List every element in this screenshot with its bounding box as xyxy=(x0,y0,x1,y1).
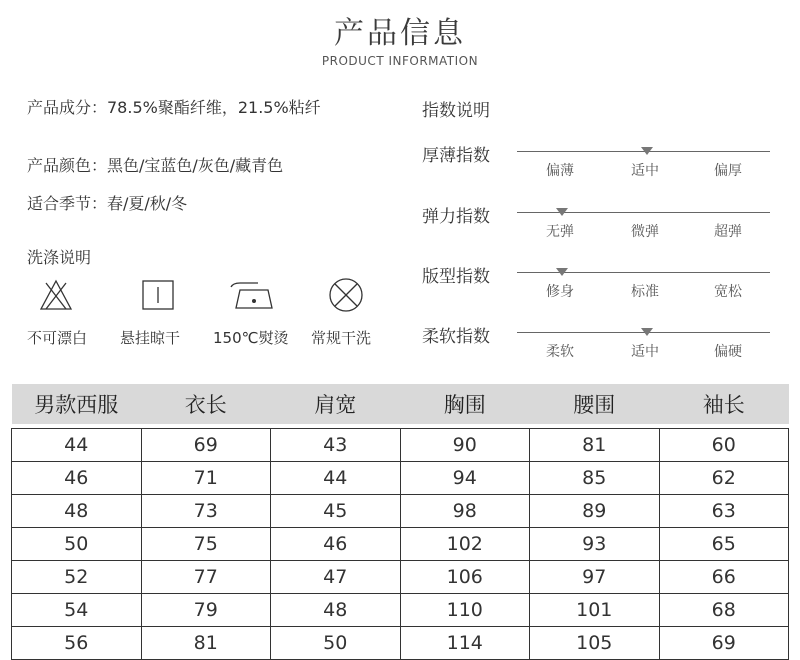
table-cell: 52 xyxy=(12,561,142,594)
index-tick-label: 适中 xyxy=(631,163,659,179)
index-label: 厚薄指数 xyxy=(422,146,490,166)
table-cell: 56 xyxy=(12,627,142,660)
table-cell: 43 xyxy=(271,429,401,462)
table-row xyxy=(12,594,789,627)
index-tick-label: 适中 xyxy=(631,344,659,360)
index-tick-label: 柔软 xyxy=(546,344,574,360)
table-header-cell: 腰围 xyxy=(530,384,660,424)
size-table xyxy=(11,384,789,660)
iron-icon xyxy=(228,278,278,312)
table-cell: 110 xyxy=(400,594,530,627)
table-cell: 79 xyxy=(141,594,271,627)
index-marker xyxy=(641,147,653,155)
table-cell: 50 xyxy=(271,627,401,660)
table-header-cell: 袖长 xyxy=(659,384,789,424)
index-label: 版型指数 xyxy=(422,267,490,287)
table-row xyxy=(12,495,789,528)
table-cell: 69 xyxy=(141,429,271,462)
index-tick-label: 修身 xyxy=(546,284,574,300)
table-cell: 48 xyxy=(271,594,401,627)
table-cell: 106 xyxy=(400,561,530,594)
index-marker xyxy=(556,208,568,216)
index-tick-label: 超弹 xyxy=(714,224,742,240)
table-cell: 93 xyxy=(530,528,660,561)
table-cell: 44 xyxy=(12,429,142,462)
index-tick-label: 偏厚 xyxy=(714,163,742,179)
table-cell: 50 xyxy=(12,528,142,561)
care-label-dry-clean: 常规干洗 xyxy=(311,329,372,347)
care-label-hang-dry: 悬挂晾干 xyxy=(120,329,181,347)
table-cell: 44 xyxy=(271,462,401,495)
table-cell: 62 xyxy=(659,462,789,495)
care-label-iron: 150℃熨烫 xyxy=(213,329,289,347)
table-row xyxy=(12,528,789,561)
page-subtitle: PRODUCT INFORMATION xyxy=(321,54,479,68)
table-header-row xyxy=(12,384,789,424)
table-cell: 60 xyxy=(659,429,789,462)
hang-dry-icon xyxy=(140,278,176,312)
index-tick-label: 偏薄 xyxy=(546,163,574,179)
table-cell: 48 xyxy=(12,495,142,528)
table-header-cell: 肩宽 xyxy=(271,384,401,424)
index-label: 弹力指数 xyxy=(422,207,490,227)
index-tick-label: 宽松 xyxy=(714,284,742,300)
table-cell: 81 xyxy=(530,429,660,462)
table-cell: 81 xyxy=(141,627,271,660)
index-scale-line xyxy=(517,212,770,213)
table-cell: 94 xyxy=(400,462,530,495)
table-cell: 69 xyxy=(659,627,789,660)
index-scale-line xyxy=(517,272,770,273)
season-text: 适合季节：春/夏/秋/冬 xyxy=(27,194,188,213)
index-tick-label: 无弹 xyxy=(546,224,574,240)
table-cell: 105 xyxy=(530,627,660,660)
dry-clean-icon xyxy=(326,276,366,314)
index-marker xyxy=(641,328,653,336)
table-cell: 65 xyxy=(659,528,789,561)
table-cell: 63 xyxy=(659,495,789,528)
index-title: 指数说明 xyxy=(422,101,490,121)
table-cell: 97 xyxy=(530,561,660,594)
care-label-no-bleach: 不可漂白 xyxy=(27,329,88,347)
table-cell: 89 xyxy=(530,495,660,528)
table-cell: 45 xyxy=(271,495,401,528)
table-cell: 102 xyxy=(400,528,530,561)
table-cell: 90 xyxy=(400,429,530,462)
table-row xyxy=(12,561,789,594)
table-header-cell: 衣长 xyxy=(141,384,271,424)
table-cell: 46 xyxy=(271,528,401,561)
no-bleach-icon xyxy=(38,278,74,312)
table-header-cell: 男款西服 xyxy=(12,384,142,424)
table-cell: 47 xyxy=(271,561,401,594)
table-cell: 75 xyxy=(141,528,271,561)
table-row xyxy=(12,429,789,462)
composition-text: 产品成分：78.5%聚酯纤维，21.5%粘纤 xyxy=(27,98,321,117)
table-cell: 85 xyxy=(530,462,660,495)
table-cell: 46 xyxy=(12,462,142,495)
table-cell: 101 xyxy=(530,594,660,627)
table-cell: 66 xyxy=(659,561,789,594)
colors-text: 产品颜色：黑色/宝蓝色/灰色/藏青色 xyxy=(27,156,284,175)
table-row xyxy=(12,462,789,495)
table-cell: 77 xyxy=(141,561,271,594)
table-row xyxy=(12,627,789,660)
table-header-cell: 胸围 xyxy=(400,384,530,424)
index-tick-label: 微弹 xyxy=(631,224,659,240)
index-tick-label: 偏硬 xyxy=(714,344,742,360)
index-label: 柔软指数 xyxy=(422,327,490,347)
index-tick-label: 标准 xyxy=(631,284,659,300)
table-cell: 73 xyxy=(141,495,271,528)
table-cell: 54 xyxy=(12,594,142,627)
page-title: 产品信息 xyxy=(334,16,466,51)
table-cell: 114 xyxy=(400,627,530,660)
table-cell: 98 xyxy=(400,495,530,528)
wash-title: 洗涤说明 xyxy=(27,248,92,267)
table-cell: 68 xyxy=(659,594,789,627)
index-marker xyxy=(556,268,568,276)
table-cell: 71 xyxy=(141,462,271,495)
